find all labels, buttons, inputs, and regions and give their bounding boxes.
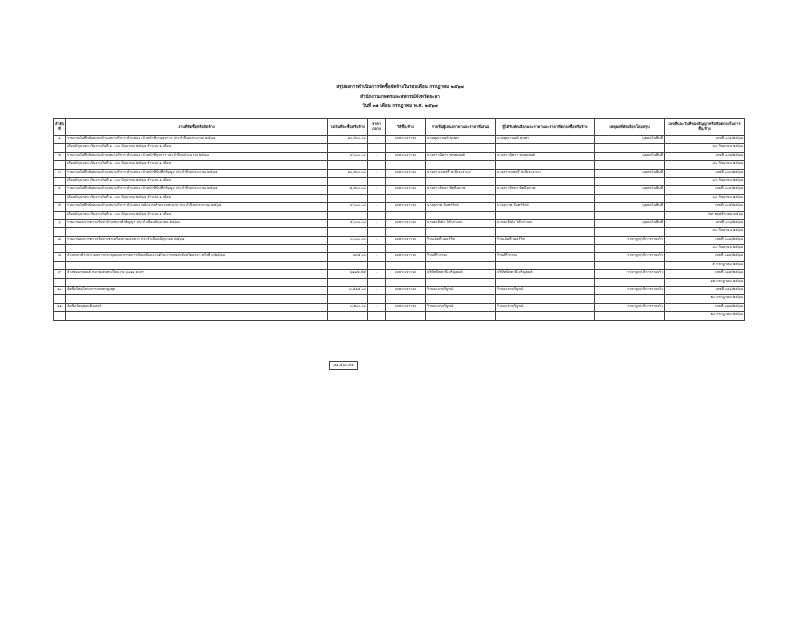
cell-no: ๓	[54, 169, 66, 177]
col-header-bidders: รายชื่อผู้เสนอราคาและราคาที่เสนอ	[426, 119, 496, 136]
cell-method: เฉพาะเจาะจง	[386, 236, 426, 244]
cell-budget: ๓,๐๐๐.๐๐	[328, 236, 368, 244]
cell-budget: ๑๐,๕๐๐.๐๐	[328, 136, 368, 144]
cell-method: เฉพาะเจาะจง	[386, 136, 426, 144]
cell-no: ๑๐	[54, 287, 66, 295]
cell-winner: ร้านศิรีวรรณ	[496, 253, 595, 261]
table-row	[54, 228, 745, 236]
cell-contract: เลขที่ ๐๑๗/๒๕๖๗	[665, 303, 745, 311]
cell-work: เดือนมิถุนายน เริ่มงานวันที่ ๑ - ๓๐ มิถุนายน ๒๕๖๗ จำนวน ๑ เดือน	[66, 177, 328, 185]
cell-bidder	[426, 194, 496, 202]
cell-method	[386, 278, 426, 286]
cell-contract: ๓๐ กันยายน ๒๕๖๗	[665, 161, 745, 169]
cell-work	[66, 312, 328, 320]
cell-method	[386, 144, 426, 152]
cell-reason	[595, 194, 665, 202]
cell-bidder	[426, 245, 496, 253]
table-row	[54, 303, 745, 311]
cell-reason	[595, 144, 665, 152]
cell-method	[386, 228, 426, 236]
cell-winner	[496, 261, 595, 269]
cell-winner: บริษัทปัตตานีเจริญยนต์	[496, 270, 595, 278]
cell-work	[66, 278, 328, 286]
cell-contract: ๓๐ กันยายน ๒๕๖๗	[665, 245, 745, 253]
cell-median-price: -	[368, 270, 386, 278]
cell-no	[54, 194, 66, 202]
cell-work: เดือนมิถุนายน เริ่มงานวันที่ ๑ - ๓๐ มิถุนายน ๒๕๖๗ จำนวน ๑ เดือน	[66, 161, 328, 169]
cell-method: เฉพาะเจาะจง	[386, 253, 426, 261]
cell-bidder: นางสุภาพ จันทร์รักษ์	[426, 203, 496, 211]
table-header-row	[54, 119, 745, 136]
cell-budget: ๑๐,๕๐๐.๐๐	[328, 169, 368, 177]
cell-reason	[595, 228, 665, 236]
cell-bidder: นางสาวนิตรา พรหมพงศ์	[426, 152, 496, 160]
cell-median-price: -	[368, 136, 386, 144]
table-row	[54, 203, 745, 211]
document-title: สรุปผลการดำเนินการจัดซื้อจัดจ้างในรอบเดือน กรกฎาคม ๒๕๖๗	[336, 85, 464, 90]
cell-method	[386, 161, 426, 169]
cell-budget	[328, 261, 368, 269]
report-date: วันที่ ๓๑ เดือน กรกฎาคม พ.ศ. ๒๕๖๗	[362, 104, 438, 109]
cell-no	[54, 245, 66, 253]
cell-winner: ร้านยะลาบริบูรณ์	[496, 303, 595, 311]
cell-budget	[328, 161, 368, 169]
cell-work: เดือนมิถุนายน เริ่มงานวันที่ ๑ - ๓๐ มิถุนายน ๒๕๖๗ จำนวน ๑ เดือน	[66, 144, 328, 152]
cell-winner	[496, 295, 595, 303]
cell-bidder: นายคุณานนท์ ขุนทร	[426, 136, 496, 144]
cell-median-price: -	[368, 287, 386, 295]
col-header-winner: ผู้ได้รับคัดเลือกและราคาและราคาที่ตกลงซื้อหรือจ้าง	[496, 119, 595, 136]
cell-median-price	[368, 144, 386, 152]
table-row	[54, 245, 745, 253]
col-header-budget: วงเงินที่จะซื้อหรือจ้าง	[328, 119, 368, 136]
cell-work	[66, 245, 328, 253]
cell-median-price	[368, 177, 386, 185]
cell-budget: ๘,๕๐๐.๐๐	[328, 186, 368, 194]
cell-work: เดือนมิถุนายน เริ่มงานวันที่ ๑ - ๓๐ มิถุนายน ๒๕๖๗ จำนวน ๑ เดือน	[66, 211, 328, 219]
cell-budget	[328, 245, 368, 253]
cell-work: จัดซื้อวัสดุโครงการเกษตรสูงสุด	[66, 287, 328, 295]
col-header-median-price: ราคากลาง	[368, 119, 386, 136]
cell-winner	[496, 278, 595, 286]
cell-reason	[595, 161, 665, 169]
cell-reason	[595, 278, 665, 286]
cell-winner: ร้านเอ็มที เคอร์วิท	[496, 236, 595, 244]
cell-budget	[328, 312, 368, 320]
cell-winner	[496, 228, 595, 236]
cell-budget: ๓,๕๑๔.๐๐	[328, 287, 368, 295]
cell-median-price: -	[368, 236, 386, 244]
cell-method	[386, 261, 426, 269]
cell-budget	[328, 144, 368, 152]
cell-bidder	[426, 177, 496, 185]
cell-median-price	[368, 312, 386, 320]
cell-no	[54, 211, 66, 219]
cell-no	[54, 278, 66, 286]
cell-budget	[328, 194, 368, 202]
cell-budget	[328, 211, 368, 219]
cell-no: ๘	[54, 253, 66, 261]
cell-method	[386, 295, 426, 303]
cell-winner	[496, 194, 595, 202]
cell-reason	[595, 177, 665, 185]
cell-work: รายงานบันทึกข้อตกลงจ้างเหมาบริการ ตำแหน่ง เจ้าหน้าที่บันทึกข้อมูล ประจำปีงบประมาณ ๒๕๖๗	[66, 169, 328, 177]
cell-median-price: -	[368, 219, 386, 227]
cell-bidder	[426, 261, 496, 269]
cell-method: เฉพาะเจาะจง	[386, 169, 426, 177]
cell-work	[66, 295, 328, 303]
cell-work	[66, 261, 328, 269]
cell-winner: นายยะยีเด็ง โต๊ะสาและ	[496, 219, 595, 227]
cell-budget: ๖๑๑๕.๕๕	[328, 270, 368, 278]
cell-work: จ้างเหมาทำประกอบการประชุมคณะกรรมการขับเคลื่อนงานด้านการเกษตรจังหวัดยะลา ครั้งที่ ๓/๒๕๖๗	[66, 253, 328, 261]
cell-no: ๒	[54, 152, 66, 160]
cell-contract: เลขที่ ๐๐๓/๒๕๖๗	[665, 169, 745, 177]
office-name: สำนักงานเกษตรและสหกรณ์จังหวัดยะลา	[360, 95, 440, 100]
cell-reason	[595, 295, 665, 303]
cell-reason: บุคคลในพื้นที่	[595, 219, 665, 227]
cell-winner: นางสุภาพ จันทร์รักษ์	[496, 203, 595, 211]
table-row	[54, 186, 745, 194]
cell-winner	[496, 312, 595, 320]
cell-method	[386, 177, 426, 185]
cell-method	[386, 245, 426, 253]
cell-work: จัดซื้อวัสดุคอมพิวเตอร์	[66, 303, 328, 311]
cell-no: ๙	[54, 270, 66, 278]
table-row	[54, 211, 745, 219]
cell-reason: บุคคลในพื้นที่	[595, 136, 665, 144]
cell-median-price: -	[368, 203, 386, 211]
cell-median-price	[368, 161, 386, 169]
table-row	[54, 194, 745, 202]
table-row	[54, 161, 745, 169]
cell-bidder	[426, 295, 496, 303]
cell-contract: เลขที่ ๐๐๒/๒๕๖๗	[665, 152, 745, 160]
cell-budget: ๙,๐๐๐.๐๐	[328, 203, 368, 211]
table-row	[54, 278, 745, 286]
cell-budget: ๓,๒๐๐.๐๐	[328, 303, 368, 311]
table-row	[54, 261, 745, 269]
table-row	[54, 295, 745, 303]
cell-median-price	[368, 261, 386, 269]
table-row	[54, 144, 745, 152]
cell-median-price	[368, 194, 386, 202]
cell-bidder: นางสาวรัตนา ทัศนียภาพ	[426, 186, 496, 194]
cell-no: ๔	[54, 186, 66, 194]
cell-bidder	[426, 144, 496, 152]
cell-budget: ๕,๐๐๐.๐๐	[328, 219, 368, 227]
col-header-no: ลำดับที่	[54, 119, 66, 136]
cell-no: ๖	[54, 219, 66, 227]
cell-winner: นางสาวรัตนา ทัศนียภาพ	[496, 186, 595, 194]
cell-median-price: -	[368, 169, 386, 177]
cell-reason: บุคคลในพื้นที่	[595, 203, 665, 211]
cell-median-price: -	[368, 303, 386, 311]
cell-bidder	[426, 312, 496, 320]
cell-work: รายงานผลการตรวจรับค่าจ้างเหมาทำสัญญา ประจำเดือนมิถุนายน ๒๕๖๗	[66, 219, 328, 227]
cell-bidder: ร้านยะลาบริบูรณ์	[426, 303, 496, 311]
cell-reason: บุคคลในพื้นที่	[595, 152, 665, 160]
table-row	[54, 236, 745, 244]
cell-contract: เลขที่ ๐๐๑/๒๕๖๗	[665, 136, 745, 144]
cell-reason	[595, 211, 665, 219]
cell-reason: บุคคลในพื้นที่	[595, 186, 665, 194]
cell-budget	[328, 177, 368, 185]
cell-budget	[328, 278, 368, 286]
cell-winner	[496, 177, 595, 185]
cell-contract: ๒๙ พฤศจิกายน ๒๕๖๖	[665, 211, 745, 219]
cell-work: รายงานบันทึกข้อตกลงจ้างเหมาบริการ ตำแหน่ง เจ้าหน้าที่งานธุรการ ประจำปีงบประมาณ ๒๕๖๗	[66, 136, 328, 144]
table-row	[54, 136, 745, 144]
cell-winner: ร้านยะลาบริบูรณ์	[496, 287, 595, 295]
cell-bidder: นางสาวเกษตรี หะยีเจะอาแว	[426, 169, 496, 177]
cell-median-price	[368, 245, 386, 253]
cell-budget: ๓๓๕.๐๐	[328, 253, 368, 261]
table-row	[54, 253, 745, 261]
cell-median-price: -	[368, 186, 386, 194]
cell-work: จ้างซ่อมรถยนต์ หมายเลขทะเบียน กจ ๖๐๑๑ ยะลา	[66, 270, 328, 278]
cell-median-price	[368, 278, 386, 286]
cell-contract: เลขที่ ๐๑๔/๒๕๖๗	[665, 253, 745, 261]
cell-median-price: -	[368, 152, 386, 160]
cell-contract: ๑๒ กรกฎาคม ๒๕๖๗	[665, 278, 745, 286]
cell-no	[54, 177, 66, 185]
cell-reason: ราคาถูก/บริการรวดเร็ว	[595, 253, 665, 261]
cell-winner: นางสาวเกษตรี หะยีเจะอาแว	[496, 169, 595, 177]
cell-winner: นางสาวนิตรา พรหมพงศ์	[496, 152, 595, 160]
cell-contract: เลขที่ ๐๐๖/๒๕๖๗	[665, 219, 745, 227]
cell-work: รายงานบันทึกข้อตกลงจ้างเหมาบริการ ตำแหน่ง เจ้าหน้าที่บันทึกข้อมูล ประจำปีงบประมาณ ๒๕๖๗	[66, 186, 328, 194]
cell-bidder	[426, 278, 496, 286]
table-body	[54, 136, 745, 321]
cell-bidder	[426, 211, 496, 219]
cell-budget	[328, 295, 368, 303]
cell-method: เฉพาะเจาะจง	[386, 270, 426, 278]
cell-contract: ๒๐ กรกฎาคม ๒๕๖๗	[665, 312, 745, 320]
cell-reason	[595, 261, 665, 269]
cell-reason: ราคาถูก/บริการรวดเร็ว	[595, 287, 665, 295]
cell-no	[54, 228, 66, 236]
cell-contract: ๓๐ กันยายน ๒๕๖๗	[665, 228, 745, 236]
cell-method	[386, 211, 426, 219]
cell-contract: ๓๐ กันยายน ๒๕๖๗	[665, 194, 745, 202]
cell-budget	[328, 228, 368, 236]
cell-reason: ราคาถูก/บริการรวดเร็ว	[595, 303, 665, 311]
cell-no	[54, 161, 66, 169]
cell-method	[386, 194, 426, 202]
cell-method	[386, 312, 426, 320]
cell-median-price: -	[368, 253, 386, 261]
cell-contract: เลขที่ ๐๐๕/๒๕๖๗	[665, 203, 745, 211]
cell-bidder: ร้านยะลาบริบูรณ์	[426, 287, 496, 295]
cell-contract: เลขที่ ๐๑๖/๒๕๖๗	[665, 287, 745, 295]
cell-reason: ราคาถูก/บริการรวดเร็ว	[595, 270, 665, 278]
table-row	[54, 152, 745, 160]
cell-bidder: ร้านเอ็มที เคอร์วิท	[426, 236, 496, 244]
cell-contract: ๓๐ กันยายน ๒๕๖๗	[665, 144, 745, 152]
cell-median-price	[368, 295, 386, 303]
cell-winner: นายคุณานนท์ ขุนทร	[496, 136, 595, 144]
cell-bidder	[426, 228, 496, 236]
cell-reason: ราคาถูก/บริการรวดเร็ว	[595, 236, 665, 244]
col-header-reason: เหตุผลที่คัดเลือกโดยสรุป	[595, 119, 665, 136]
cell-no	[54, 295, 66, 303]
cell-contract: เลขที่ ๐๑๕/๒๕๖๗	[665, 270, 745, 278]
table-row	[54, 312, 745, 320]
cell-budget: ๙,๐๐๐.๐๐	[328, 152, 368, 160]
cell-no: ๗	[54, 236, 66, 244]
cell-bidder: บริษัทปัตตานีเจริญยนต์	[426, 270, 496, 278]
cell-method: เฉพาะเจาะจง	[386, 219, 426, 227]
cell-winner	[496, 245, 595, 253]
cell-contract: ๙ กรกฎาคม ๒๕๖๗	[665, 261, 745, 269]
table-row	[54, 287, 745, 295]
table-row	[54, 270, 745, 278]
col-header-contract: เลขที่และวันที่ของสัญญาหรือข้อตกลงในการซื้อ/จ้าง	[665, 119, 745, 136]
cell-no	[54, 312, 66, 320]
cell-reason: บุคคลในพื้นที่	[595, 169, 665, 177]
procurement-table	[53, 118, 745, 321]
cell-work: รายงานบันทึกข้อตกลงจ้างเหมาบริการ ตำแหน่ง เจ้าหน้าที่ธุรการ ประจำปีงบประมาณ ๒๕๖๗	[66, 152, 328, 160]
cell-method: เฉพาะเจาะจง	[386, 186, 426, 194]
cell-reason	[595, 312, 665, 320]
cell-no: ๑๑	[54, 303, 66, 311]
col-header-method: วิธีซื้อ/จ้าง	[386, 119, 426, 136]
cell-method: เฉพาะเจาะจง	[386, 203, 426, 211]
cell-winner	[496, 144, 595, 152]
cell-median-price	[368, 228, 386, 236]
total-amount: ๗๑,๕๖๓.๕๕	[329, 361, 358, 370]
cell-winner	[496, 211, 595, 219]
cell-median-price	[368, 211, 386, 219]
cell-work: เดือนมิถุนายน เริ่มงานวันที่ ๑ - ๓๐ มิถุนายน ๒๕๖๗ จำนวน ๑ เดือน	[66, 194, 328, 202]
cell-contract: เลขที่ ๐๐๗/๒๕๖๗	[665, 236, 745, 244]
cell-method: เฉพาะเจาะจง	[386, 287, 426, 295]
cell-contract: ๒๐ กรกฎาคม ๒๕๖๗	[665, 295, 745, 303]
table-row	[54, 169, 745, 177]
table-row	[54, 219, 745, 227]
table-row	[54, 177, 745, 185]
col-header-work: งานที่จัดซื้อหรือจัดจ้าง	[66, 119, 328, 136]
cell-no: ๑	[54, 136, 66, 144]
cell-work: รายงานผลการตรวจรับค่าเช่าเครื่องถ่ายเอกสาร ประจำเดือนมิถุนายน ๒๕๖๗	[66, 236, 328, 244]
cell-no	[54, 261, 66, 269]
cell-work: รายงานบันทึกข้อตกลงจ้างเหมาบริการ ตำแหน่ง พนักงานทำความสะอาด ประจำปีงบประมาณ ๒๕๖๗	[66, 203, 328, 211]
cell-work	[66, 228, 328, 236]
cell-bidder: นายยะยีเด็ง โต๊ะสาและ	[426, 219, 496, 227]
cell-no	[54, 144, 66, 152]
cell-bidder	[426, 161, 496, 169]
cell-contract: เลขที่ ๐๐๔/๒๕๖๗	[665, 186, 745, 194]
cell-method: เฉพาะเจาะจง	[386, 303, 426, 311]
cell-bidder: ร้านศิรีวรรณ	[426, 253, 496, 261]
cell-reason	[595, 245, 665, 253]
cell-method: เฉพาะเจาะจง	[386, 152, 426, 160]
cell-contract: ๓๐ กันยายน ๒๕๖๗	[665, 177, 745, 185]
cell-winner	[496, 161, 595, 169]
cell-no: ๕	[54, 203, 66, 211]
